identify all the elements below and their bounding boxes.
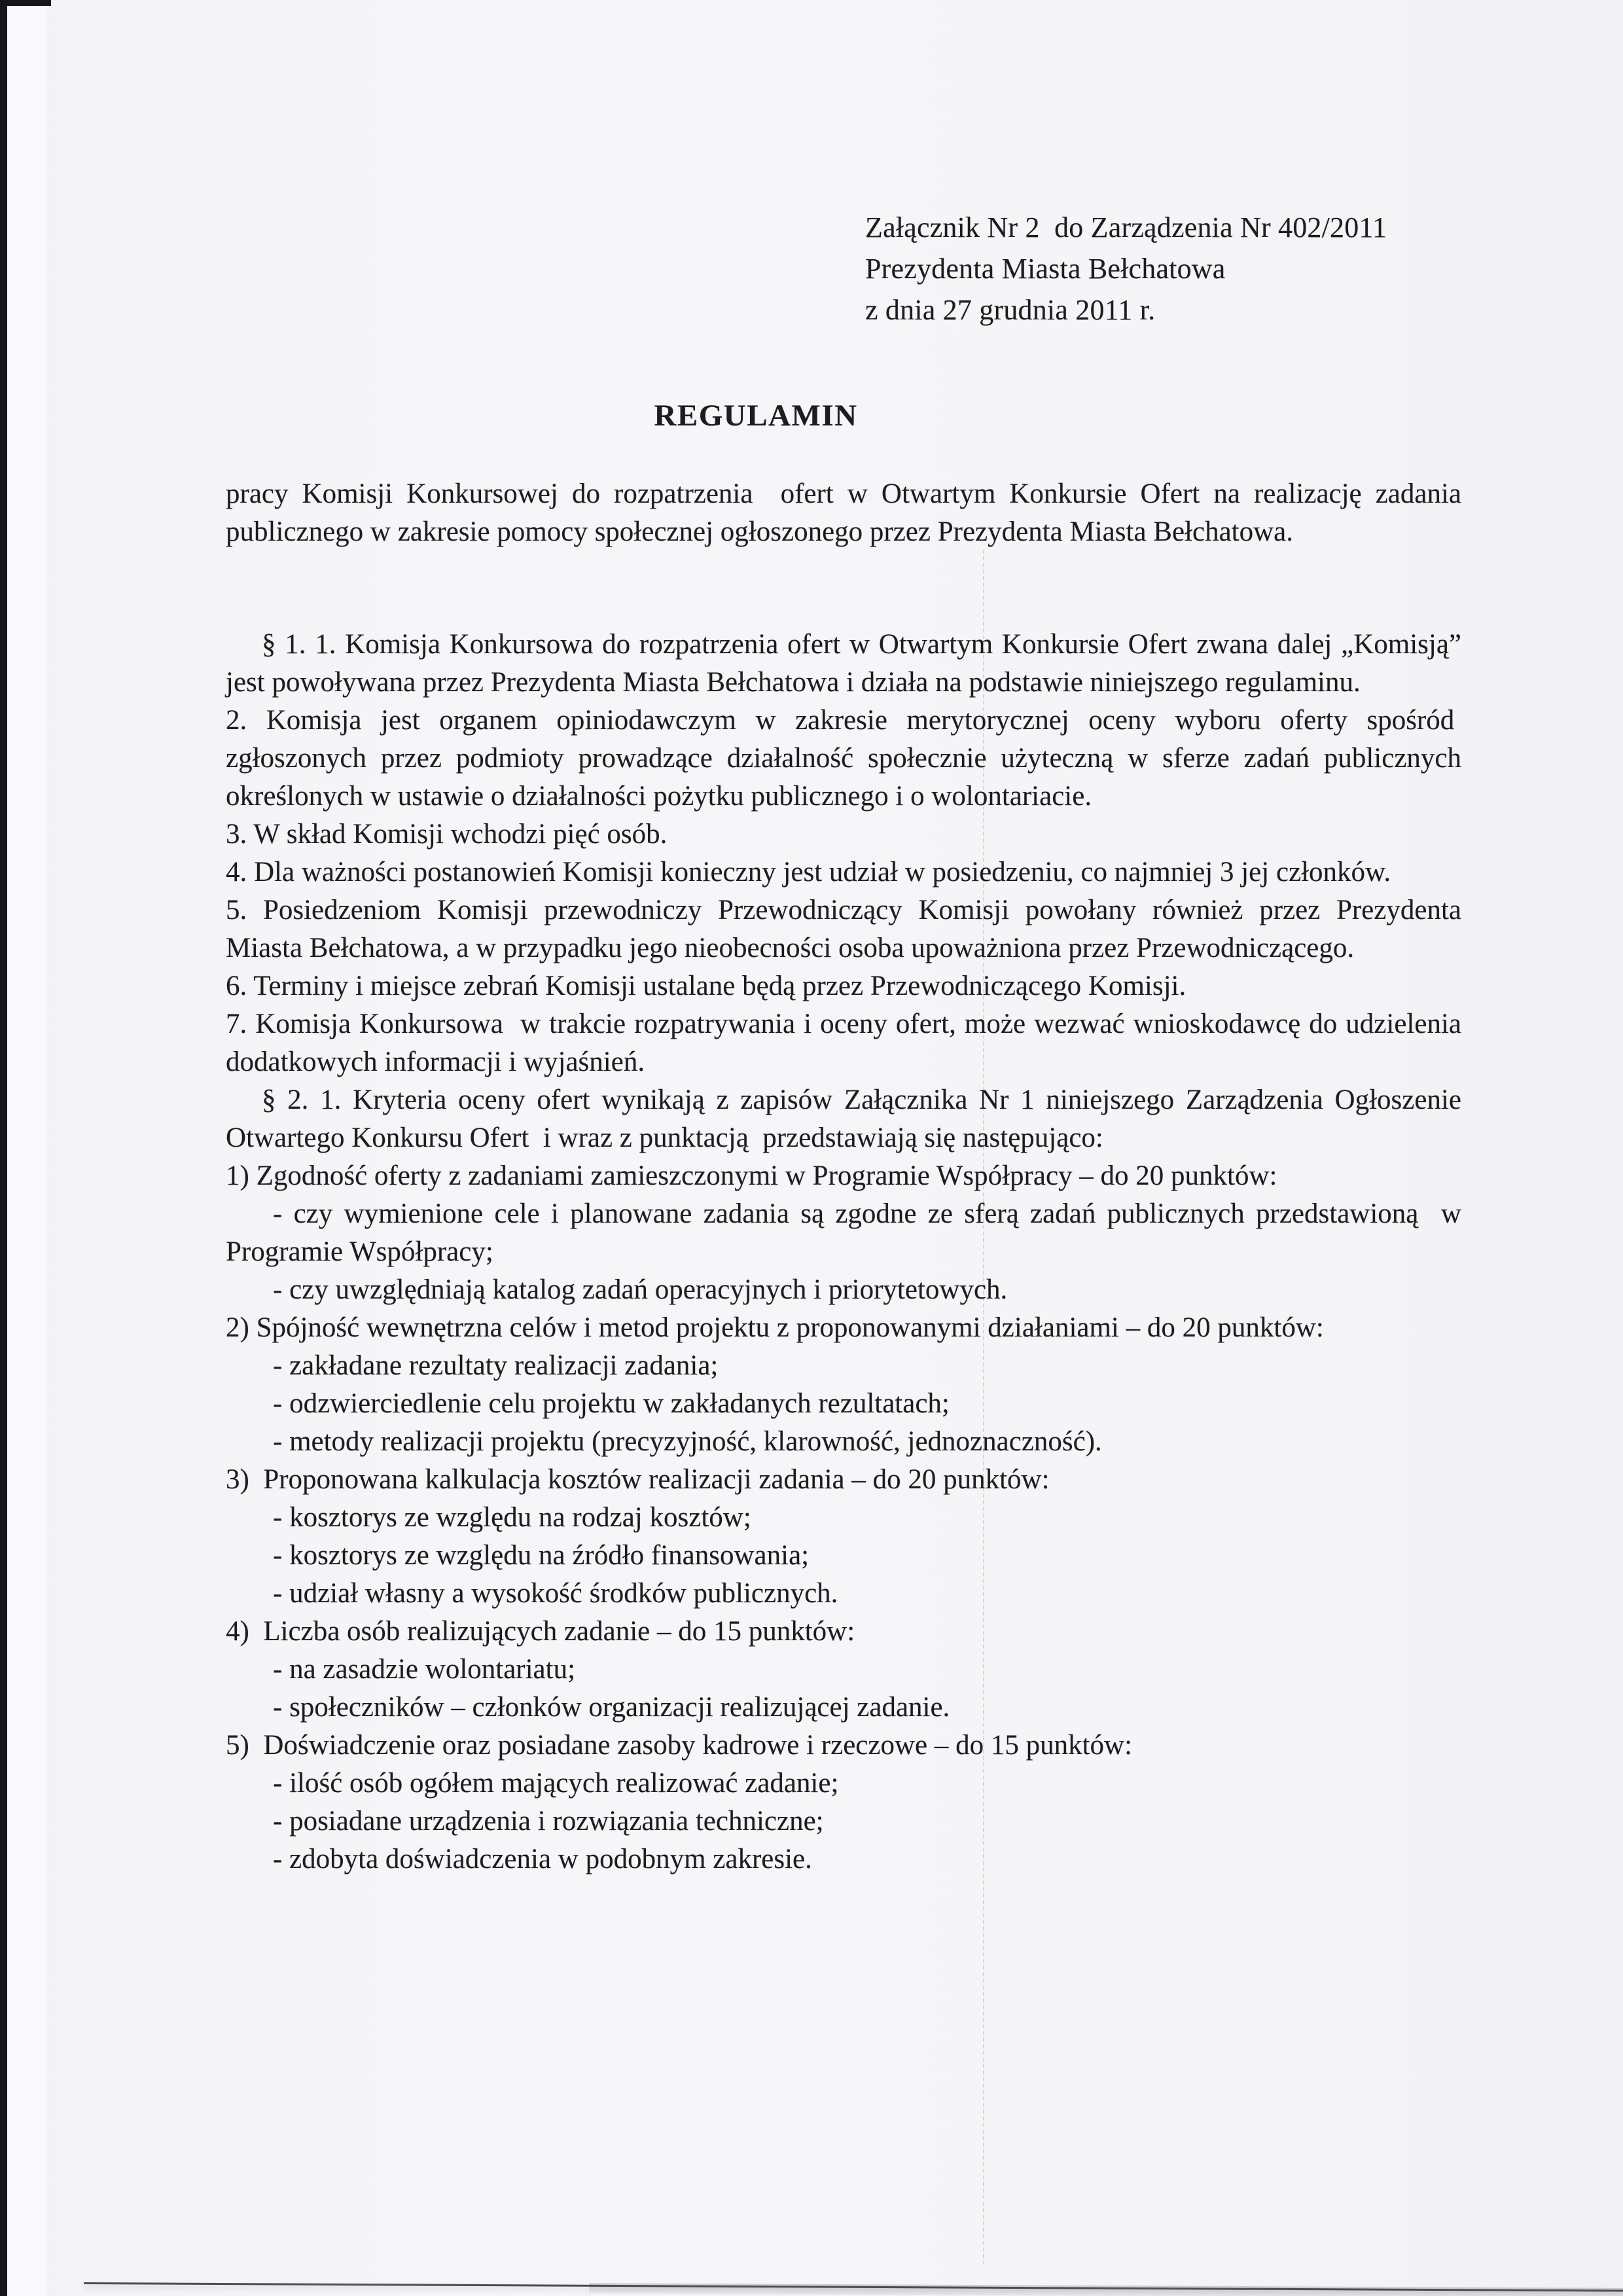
paragraph-numbered: 4) Liczba osób realizujących zadanie – do 15 punktów: [226, 1616, 855, 1647]
paragraph-dash: - społeczników – członków organizacji realizującej zadanie. [273, 1692, 950, 1723]
attachment-header [865, 207, 1387, 331]
paragraph-numbered: 3) Proponowana kalkulacja kosztów realizacji zadania – do 20 punktów: [226, 1464, 1050, 1495]
paragraph-dash: - czy wymienione cele i planowane zadania są zgodne ze sferą zadań publicznych przedstawioną w Programie Współpracy; [226, 1198, 1461, 1267]
attachment-header-line-2: Prezydenta Miasta Bełchatowa [865, 253, 1226, 285]
paragraph-dash: - ilość osób ogółem mających realizować zadanie; [273, 1768, 839, 1799]
paragraph-dash: - zakładane rezultaty realizacji zadania; [273, 1350, 719, 1381]
scan-paper-edge-strip [7, 0, 46, 2296]
paragraph-dash: - metody realizacji projektu (precyzyjność, klarowność, jednoznaczność). [273, 1426, 1102, 1457]
paragraph-dash: - odzwierciedlenie celu projektu w zakładanych rezultatach; [273, 1388, 950, 1419]
paragraph-numbered: 2) Spójność wewnętrzna celów i metod projektu z proponowanymi działaniami – do 20 punktów: [226, 1312, 1324, 1343]
paragraph-dash: - posiadane urządzenia i rozwiązania techniczne; [273, 1806, 824, 1837]
paragraph-dash: - kosztorys ze względu na źródło finansowania; [273, 1540, 810, 1571]
paragraph-plain: 2. Komisja jest organem opiniodawczym w zakresie merytorycznej oceny wyboru oferty spośród zgłoszonych przez podmioty prowadzące działalność społecznie użyteczną w sferze zadań publicznych określonych w ustawie o działalności pożytku publicznego i o wolontariacie. [226, 705, 1461, 812]
paragraph-dash: - czy uwzględniają katalog zadań operacyjnych i priorytetowych. [273, 1274, 1008, 1305]
paragraph-dash: - na zasadzie wolontariatu; [273, 1654, 576, 1685]
paragraph-plain: 7. Komisja Konkursowa w trakcie rozpatrywania i oceny ofert, może wezwać wnioskodawcę do udzielenia dodatkowych informacji i wyjaśnień. [226, 1009, 1461, 1077]
paragraph-dash: - udział własny a wysokość środków publicznych. [273, 1578, 838, 1609]
paragraph-plain: 5. Posiedzeniom Komisji przewodniczy Przewodniczący Komisji powołany również przez Prezydenta Miasta Bełchatowa, a w przypadku jego nieobecności osoba upoważniona przez Przewodniczącego. [226, 895, 1461, 963]
paragraph-section: § 1. 1. Komisja Konkursowa do rozpatrzenia ofert w Otwartym Konkursie Ofert zwana dalej „Komisją” jest powoływana przez Prezydenta Miasta Bełchatowa i działa na podstawie niniejszego regulaminu. [226, 629, 1461, 698]
scan-edge-left-bar [0, 0, 7, 2296]
paragraph-plain: 3. W skład Komisji wchodzi pięć osób. [226, 819, 668, 850]
document-title: REGULAMIN [654, 399, 858, 433]
paragraph-dash: - kosztorys ze względu na rodzaj kosztów; [273, 1502, 751, 1533]
paragraph-plain: 6. Terminy i miejsce zebrań Komisji ustalane będą przez Przewodniczącego Komisji. [226, 971, 1186, 1001]
paragraph-plain: 4. Dla ważności postanowień Komisji konieczny jest udział w posiedzeniu, co najmniej 3 jej członków. [226, 857, 1391, 888]
attachment-header-line-1: Załącznik Nr 2 do Zarządzenia Nr 402/2011 [865, 211, 1387, 243]
paragraph-dash: - zdobyta doświadczenia w podobnym zakresie. [273, 1844, 812, 1874]
scan-edge-top-strip [0, 0, 51, 6]
paragraph-section: § 2. 1. Kryteria oceny ofert wynikają z zapisów Załącznika Nr 1 niniejszego Zarządzenia Ogłoszenie Otwartego Konkursu Ofert i wraz z punktacją przedstawiają się następująco: [226, 1085, 1461, 1153]
attachment-header-line-3: z dnia 27 grudnia 2011 r. [865, 294, 1156, 326]
paragraph-numbered: 1) Zgodność oferty z zadaniami zamieszczonymi w Programie Współpracy – do 20 punktów: [226, 1160, 1277, 1191]
paragraph-plain: pracy Komisji Konkursowej do rozpatrzenia ofert w Otwartym Konkursie Ofert na realizację zadania publicznego w zakresie pomocy społecznej ogłoszonego przez Prezydenta Miasta Bełchatowa. [226, 478, 1461, 547]
paragraph-numbered: 5) Doświadczenie oraz posiadane zasoby kadrowe i rzeczowe – do 15 punktów: [226, 1730, 1133, 1761]
document-body [226, 475, 1461, 1878]
